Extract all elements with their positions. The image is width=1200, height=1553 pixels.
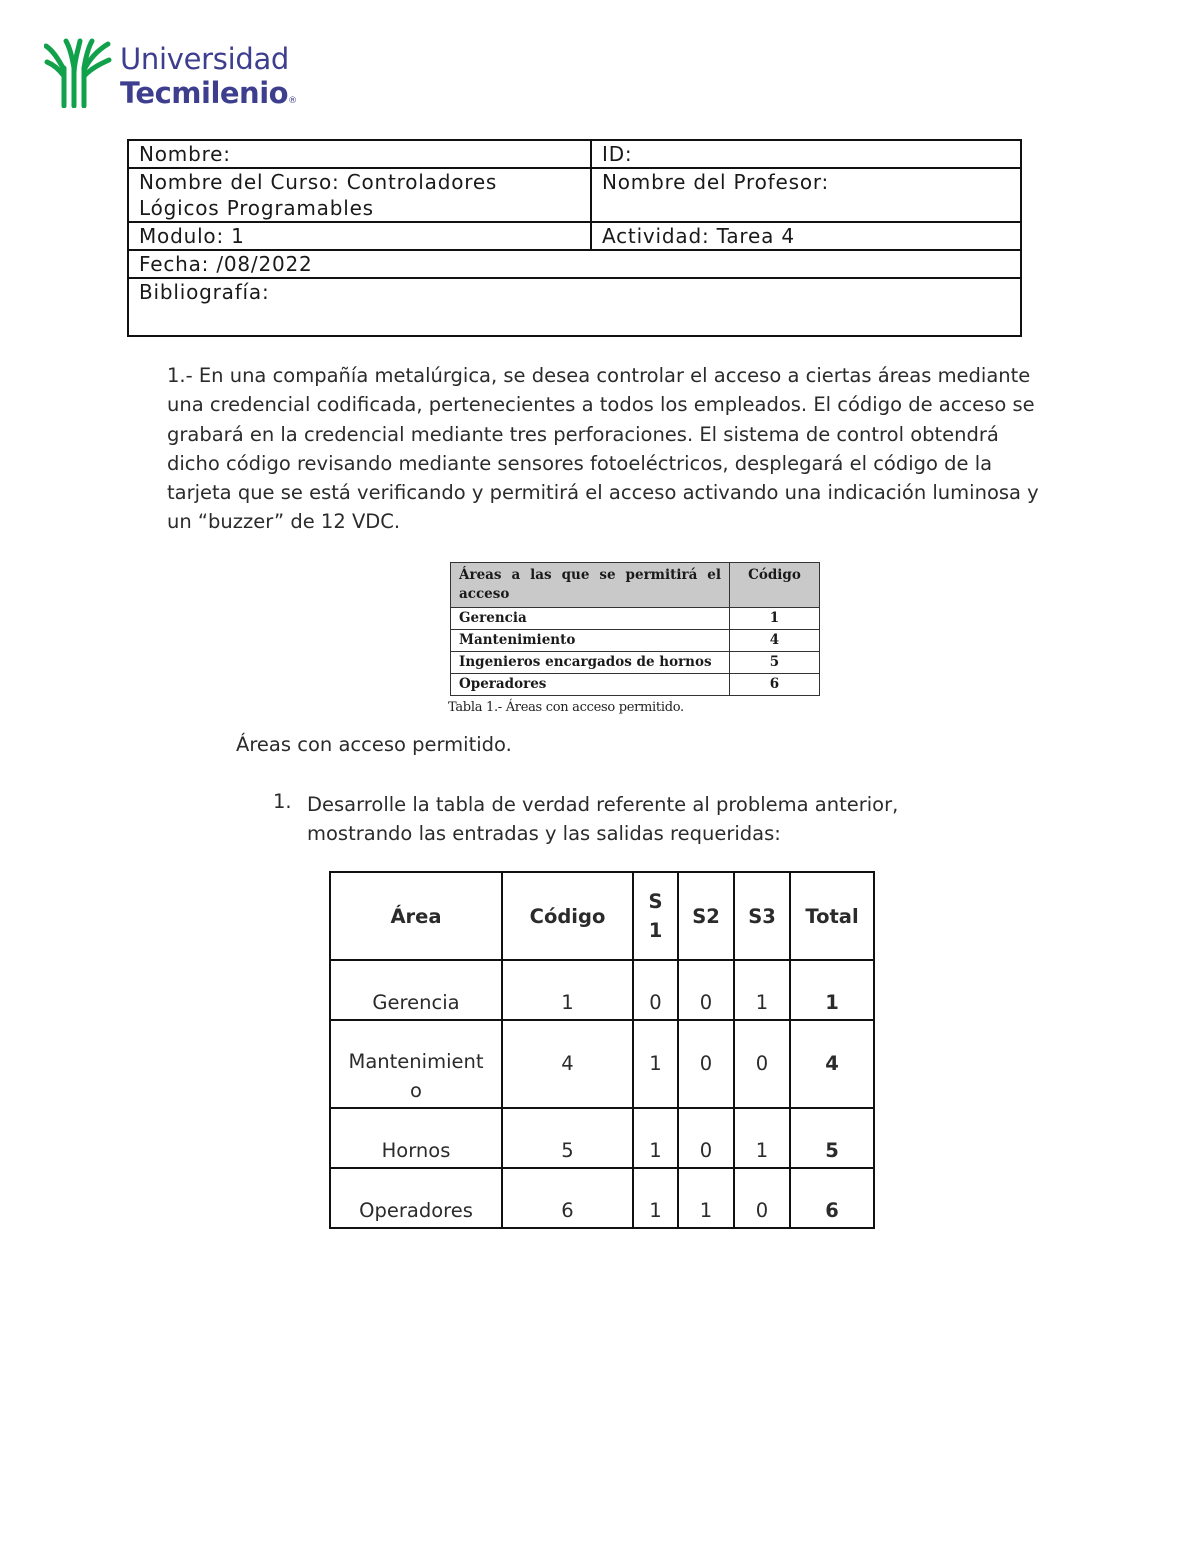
total-cell: 1 xyxy=(790,960,874,1020)
table-caption: Tabla 1.- Áreas con acceso permitido. xyxy=(448,700,684,715)
areas-caption-text: Áreas con acceso permitido. xyxy=(236,733,512,756)
s1-cell: 1 xyxy=(633,1168,678,1228)
s1-cell: 1 xyxy=(633,1020,678,1108)
s2-cell: 0 xyxy=(678,1108,734,1168)
areas-access-table xyxy=(450,562,820,696)
item-number: 1. xyxy=(273,790,292,813)
total-cell: 5 xyxy=(790,1108,874,1168)
area-cell: Operadores xyxy=(330,1168,502,1228)
codigo-cell: 6 xyxy=(502,1168,633,1228)
tecmilenio-leaf-icon xyxy=(44,38,112,108)
s3-cell: 0 xyxy=(734,1168,790,1228)
table-row xyxy=(451,674,820,696)
total-cell: 6 xyxy=(790,1168,874,1228)
nombre-cell: Nombre: xyxy=(128,140,591,168)
s2-cell: 1 xyxy=(678,1168,734,1228)
header-area: Área xyxy=(330,872,502,960)
header-s1: S1 xyxy=(633,872,678,960)
logo-line-tecmilenio: Tecmilenio® xyxy=(120,76,297,110)
fecha-cell: Fecha: /08/2022 xyxy=(128,250,1021,278)
logo-line-universidad: Universidad xyxy=(120,42,290,76)
problem-statement: 1.- En una compañía metalúrgica, se desea controlar el acceso a ciertas áreas mediante una credencial codificada, pertenecientes a todos los empleados. El código de acceso se grabará en la credencial mediante tres perforaciones. El sistema de control obtendrá dicho código revisando mediante sensores fotoeléctricos, desplegará el código de la tarjeta que se está verificando y permitirá el acceso activando una indicación luminosa y un “buzzer” de 12 VDC. xyxy=(167,364,1039,534)
area-cell: Operadores xyxy=(451,674,730,696)
area-cell: Gerencia xyxy=(451,608,730,630)
header-s3: S3 xyxy=(734,872,790,960)
header-codigo: Código xyxy=(502,872,633,960)
s3-cell: 1 xyxy=(734,960,790,1020)
table-row xyxy=(330,1168,874,1228)
s1-cell: 0 xyxy=(633,960,678,1020)
bibliografia-cell: Bibliografía: xyxy=(128,278,1021,336)
codigo-cell: 1 xyxy=(502,960,633,1020)
area-cell: Ingenieros encargados de hornos xyxy=(451,652,730,674)
header-total: Total xyxy=(790,872,874,960)
university-logo xyxy=(44,38,314,110)
s2-cell: 0 xyxy=(678,1020,734,1108)
s3-cell: 1 xyxy=(734,1108,790,1168)
header-s2: S2 xyxy=(678,872,734,960)
table-row xyxy=(451,652,820,674)
code-cell: 4 xyxy=(730,630,820,652)
item-instruction: Desarrolle la tabla de verdad referente al problema anterior, mostrando las entradas y las salidas requeridas: xyxy=(307,793,899,846)
curso-cell: Nombre del Curso: Controladores Lógicos Programables xyxy=(128,168,591,222)
s1-cell: 1 xyxy=(633,1108,678,1168)
student-info-table xyxy=(127,139,1022,337)
table-row xyxy=(330,960,874,1020)
codigo-cell: 5 xyxy=(502,1108,633,1168)
modulo-cell: Modulo: 1 xyxy=(128,222,591,250)
table-row xyxy=(451,608,820,630)
area-cell: Hornos xyxy=(330,1108,502,1168)
table-row xyxy=(330,1108,874,1168)
codigo-cell: 4 xyxy=(502,1020,633,1108)
total-cell: 4 xyxy=(790,1020,874,1108)
areas-header-code: Código xyxy=(730,563,820,608)
areas-header-area: Áreas a las que se permitirá el acceso xyxy=(451,563,730,608)
registered-mark: ® xyxy=(288,96,297,106)
area-cell: Mantenimiento xyxy=(451,630,730,652)
code-cell: 5 xyxy=(730,652,820,674)
s3-cell: 0 xyxy=(734,1020,790,1108)
area-cell: Gerencia xyxy=(330,960,502,1020)
area-cell: Mantenimiento xyxy=(330,1020,502,1108)
table-row xyxy=(451,630,820,652)
table-row xyxy=(330,1020,874,1108)
code-cell: 1 xyxy=(730,608,820,630)
code-cell: 6 xyxy=(730,674,820,696)
id-cell: ID: xyxy=(591,140,1021,168)
actividad-cell: Actividad: Tarea 4 xyxy=(591,222,1021,250)
truth-table xyxy=(329,871,875,1229)
profesor-cell: Nombre del Profesor: xyxy=(591,168,1021,222)
s2-cell: 0 xyxy=(678,960,734,1020)
